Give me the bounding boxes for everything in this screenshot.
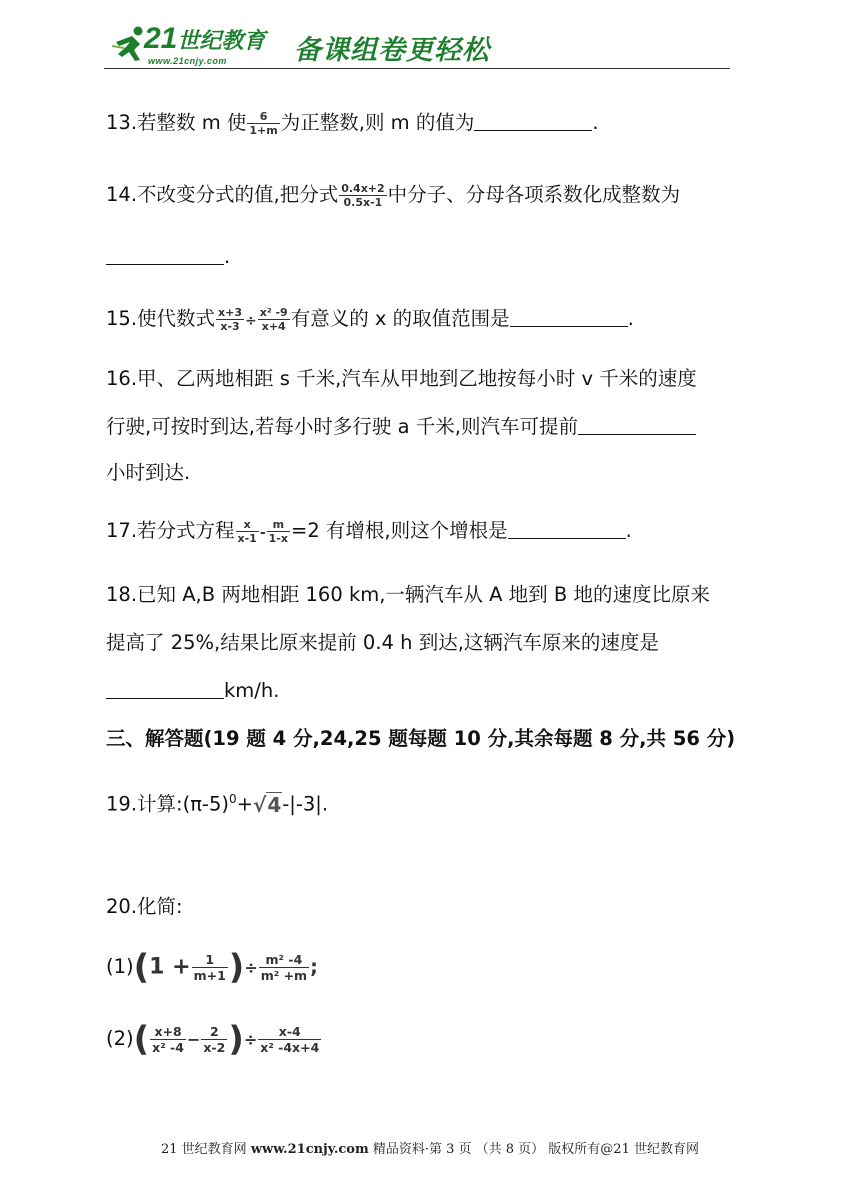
question-17: 17.若分式方程 $\frac{x}{x-1}$ - $\frac{m}{1-x}$ =2 有增根,则这个增根是 . xyxy=(106,517,632,545)
fraction: $\frac{x+8}{\text{x² -4}}$ xyxy=(152,1023,184,1055)
question-15: 15.使代数式 $\frac{x+3}{x-3}$ ÷ $\frac{\text{x² -9}}{x+4}$ 有意义的 x 的取值范围是 . xyxy=(106,305,634,333)
square-root: √4 xyxy=(252,793,282,817)
question-20-title: 20.化简: xyxy=(106,895,183,918)
answer-blank xyxy=(106,678,224,699)
question-14-answer-line: . xyxy=(106,242,230,272)
fraction: $\frac{x-4}{\text{x² -4x+4}}$ xyxy=(260,1023,320,1055)
footer-url[interactable]: www.21cnjy.com xyxy=(250,1142,369,1157)
question-20-part-1: (1)(1 + $\frac{1}{m+1}$ )÷ $\frac{\text{m² -4}}{\text{m² +m}}$ ; xyxy=(106,947,318,988)
question-16-line-3: 小时到达. xyxy=(106,461,191,484)
fraction: $\frac{\text{x² -9}}{x+4}$ xyxy=(259,305,288,333)
question-14: 14.不改变分式的值,把分式 $\frac{0.4x+2}{0.5x-1}$ 中分子、分母各项系数化成整数为 xyxy=(106,181,681,209)
brand-number: 21 xyxy=(144,22,178,55)
fraction: $\frac{\text{m² -4}}{\text{m² +m}}$ xyxy=(260,951,308,983)
brand-slogan: 备课组卷更轻松 xyxy=(294,35,490,66)
fraction: $\frac{1}{m+1}$ xyxy=(193,951,226,983)
question-16-line-2: 行驶,可按时到达,若每小时多行驶 a 千米,则汽车可提前 xyxy=(106,412,696,442)
fraction: $\frac{x+3}{x-3}$ xyxy=(218,305,242,333)
page-header xyxy=(104,20,730,72)
brand-url: www.21cnjy.com xyxy=(148,56,227,66)
answer-blank xyxy=(578,414,696,435)
brand-name xyxy=(144,22,265,56)
fraction: $\frac{m}{1-x}$ xyxy=(268,517,288,545)
fraction: $\frac{x}{x-1}$ xyxy=(237,517,257,545)
answer-blank xyxy=(508,518,626,539)
answer-blank xyxy=(106,244,224,265)
question-20-part-2: (2)( $\frac{x+8}{\text{x² -4}}$ − $\frac{2}{x-2}$ )÷ $\frac{x-4}{\text{x² -4x+4}}$ xyxy=(106,1019,320,1060)
question-18-line-1: 18.已知 A,B 两地相距 160 km,一辆汽车从 A 地到 B 地的速度比原来 xyxy=(106,583,710,606)
header-divider xyxy=(104,68,730,69)
question-16-line-1: 16.甲、乙两地相距 s 千米,汽车从甲地到乙地按每小时 v 千米的速度 xyxy=(106,367,697,390)
answer-blank xyxy=(474,110,592,131)
question-18-line-2: 提高了 25%,结果比原来提前 0.4 h 到达,这辆汽车原来的速度是 xyxy=(106,631,659,654)
page-footer: 21 世纪教育网 www.21cnjy.com 精品资料·第 3 页 （共 8 页） 版权所有@21 世纪教育网 xyxy=(161,1142,699,1157)
fraction: $\frac{6}{1+m}$ xyxy=(249,109,278,137)
answer-blank xyxy=(510,306,628,327)
fraction: $\frac{2}{x-2}$ xyxy=(203,1023,226,1055)
brand-chinese: 世纪教育 xyxy=(177,28,266,53)
question-18-line-3: km/h. xyxy=(106,676,279,706)
section-3-heading: 三、解答题(19 题 4 分,24,25 题每题 10 分,其余每题 8 分,共 56 分) xyxy=(106,727,736,750)
question-13: 13.若整数 m 使 $\frac{6}{1+m}$ 为正整数,则 m 的值为 . xyxy=(106,109,599,137)
fraction: $\frac{0.4x+2}{0.5x-1}$ xyxy=(341,181,385,209)
question-19: 19.计算$:(\pi-5)^0+√4-|-3|$. xyxy=(106,784,328,820)
